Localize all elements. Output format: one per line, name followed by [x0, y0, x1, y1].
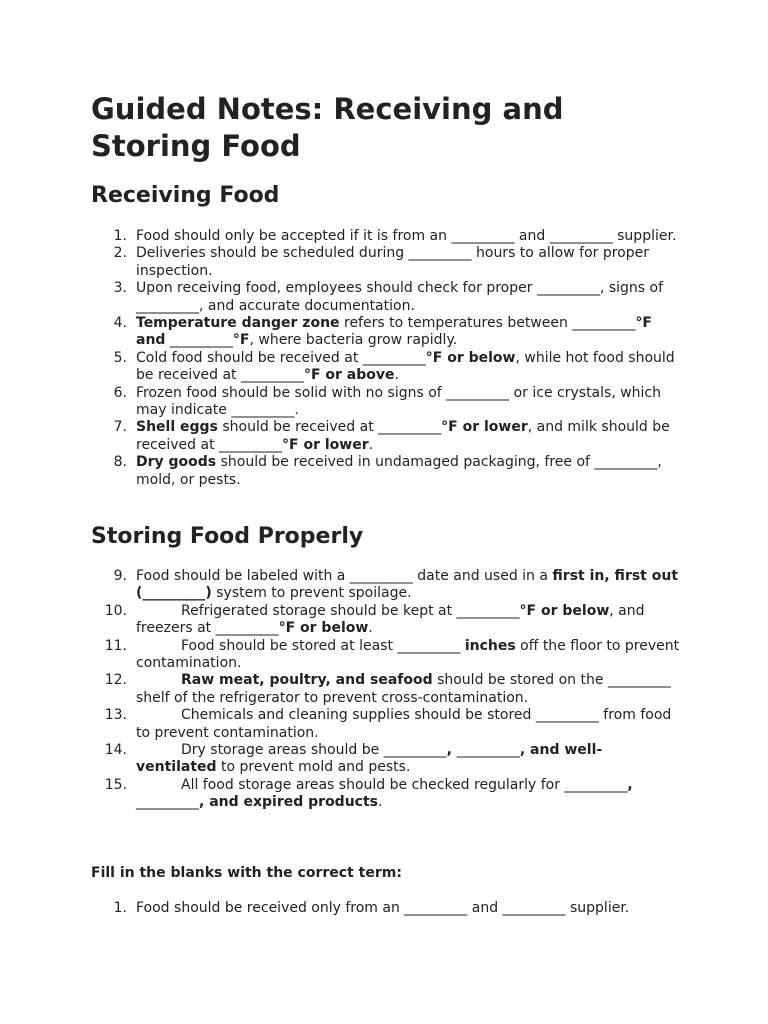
list-item — [91, 672, 681, 707]
bold-text: , — [446, 742, 457, 759]
bold-text: , and expired products — [199, 794, 378, 811]
list-item — [91, 245, 681, 280]
bold-text: Raw meat, poultry, and seafood — [181, 672, 433, 689]
list-item-text — [136, 638, 679, 671]
bold-text: inches — [464, 637, 516, 654]
list-item-text — [136, 350, 675, 383]
text-run: , where bacteria grow rapidly. — [249, 332, 458, 349]
list-item-number: 14. — [104, 742, 127, 759]
list-item — [91, 280, 681, 315]
list-item-text — [136, 228, 676, 244]
bold-text: first in, first out (_________) — [136, 568, 679, 602]
list-item-number: 10. — [104, 602, 127, 619]
text-run: Food should be stored at least _________ — [181, 637, 465, 654]
text-run: . — [368, 620, 373, 637]
text-run: Food should be labeled with a _________ date and used in a — [136, 568, 553, 584]
bold-text: Dry goods — [136, 454, 217, 471]
list-item-number: 3. — [113, 280, 127, 297]
list-item-number: 1. — [113, 900, 127, 916]
list-item — [91, 315, 681, 350]
text-run: Upon receiving food, employees should check for proper _________, signs of _________, and accurate documentation. — [136, 280, 664, 314]
list-item-number: 8. — [113, 454, 127, 471]
list-item — [91, 454, 681, 489]
list-item — [91, 742, 681, 777]
text-run: Food should be received only from an _________ and _________ supplier. — [136, 900, 630, 916]
text-run: _________ — [456, 742, 520, 759]
fill-in-heading: Fill in the blanks with the correct term: — [91, 865, 402, 881]
list-item-number: 13. — [104, 707, 127, 724]
text-run: . — [394, 367, 399, 384]
text-run: Chemicals and cleaning supplies should be stored _________ from food to prevent contamination. — [136, 707, 672, 741]
text-run: should be received at _________ — [217, 419, 442, 436]
text-run: Food should only be accepted if it is from an _________ and _________ supplier. — [136, 228, 677, 244]
text-run: Deliveries should be scheduled during _________ hours to allow for proper inspection. — [136, 245, 649, 279]
list-item — [91, 707, 681, 742]
text-run: Cold food should be received at _________ — [136, 349, 426, 366]
section-heading-storing: Storing Food Properly — [91, 524, 364, 549]
list-item-number: 2. — [113, 245, 127, 262]
list-item-text — [136, 900, 629, 916]
text-run: system to prevent spoilage. — [211, 585, 412, 602]
list-item — [91, 638, 681, 673]
list-item-text — [136, 742, 602, 775]
list-item-text — [136, 385, 661, 418]
list-item-text — [136, 280, 663, 313]
bold-text: °F and — [136, 315, 652, 349]
list-item-number: 5. — [113, 349, 127, 366]
bold-text: °F or above — [303, 367, 395, 384]
list-item — [91, 228, 681, 245]
fill-in-list — [91, 900, 681, 917]
text-run: to prevent mold and pests. — [216, 759, 411, 776]
list-item-text — [136, 672, 671, 705]
list-item — [91, 568, 681, 603]
bold-text: °F or lower — [282, 436, 369, 453]
section-heading-receiving: Receiving Food — [91, 183, 280, 208]
bold-text: Temperature danger zone — [136, 315, 340, 332]
list-item-text — [136, 419, 670, 452]
list-item — [91, 777, 681, 812]
list-item-number: 11. — [104, 637, 127, 654]
text-run: _________ — [136, 794, 199, 811]
list-item — [91, 419, 681, 454]
text-run: _________ — [165, 332, 233, 349]
list-item-number: 12. — [104, 672, 127, 689]
text-run: . — [378, 794, 383, 811]
list-item-text — [136, 568, 678, 601]
text-run: refers to temperatures between _________ — [339, 315, 636, 332]
storing-list — [91, 568, 681, 812]
list-item-text — [136, 777, 633, 810]
text-run: Dry storage areas should be _________ — [181, 742, 447, 759]
bold-text: °F or below — [519, 602, 610, 619]
text-run: should be received in undamaged packaging, free of _________, mold, or pests. — [136, 454, 662, 488]
text-run: , while hot food should be received at _________ — [136, 349, 675, 384]
list-item-number: 15. — [104, 776, 127, 793]
text-run: . — [368, 436, 374, 453]
text-run: Frozen food should be solid with no signs of _________ or ice crystals, which may indicate _________. — [136, 384, 661, 419]
text-run: , and milk should be received at _________ — [136, 419, 670, 453]
list-item-text — [136, 454, 662, 487]
list-item-text — [136, 707, 671, 740]
bold-text: °F — [232, 332, 250, 349]
list-item — [91, 900, 681, 917]
list-item — [91, 385, 681, 420]
text-run: All food storage areas should be checked regularly for _________ — [181, 776, 628, 793]
list-item-text — [136, 315, 652, 348]
list-item-number: 4. — [113, 315, 127, 332]
list-item-text — [136, 603, 645, 636]
list-item-number: 9. — [113, 568, 127, 584]
text-run: off the floor to prevent contamination. — [136, 637, 680, 672]
bold-text: , and well-ventilated — [136, 742, 603, 776]
bold-text: , — [627, 776, 633, 793]
list-item — [91, 350, 681, 385]
bold-text: °F or lower — [441, 419, 528, 436]
text-run: should be stored on the _________ shelf of the refrigerator to prevent cross-contamination. — [136, 672, 671, 706]
list-item-number: 6. — [113, 384, 127, 401]
list-item — [91, 603, 681, 638]
receiving-list — [91, 228, 681, 489]
bold-text: °F or below — [278, 620, 369, 637]
list-item-text — [136, 245, 649, 278]
list-item-number: 1. — [113, 228, 127, 244]
text-run: , and freezers at _________ — [136, 602, 645, 637]
list-item-number: 7. — [113, 419, 127, 436]
page-title: Guided Notes: Receiving and Storing Food — [91, 92, 564, 163]
bold-text: Shell eggs — [136, 419, 218, 436]
text-run: Refrigerated storage should be kept at _________ — [181, 602, 520, 619]
bold-text: °F or below — [425, 349, 516, 366]
